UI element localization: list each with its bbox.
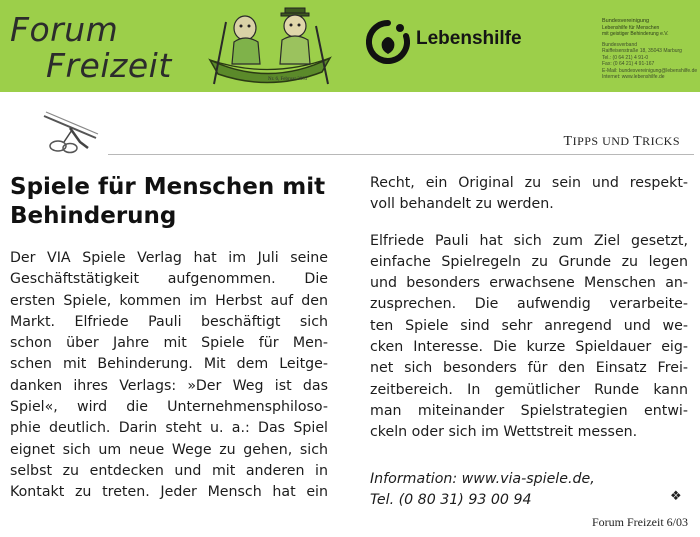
text-line: zeitbereich. In gemütlicher Runde kann: [370, 381, 688, 398]
contact-block: [602, 42, 698, 81]
section-divider: [108, 154, 694, 155]
contact-line: E-Mail: bundesvereinigung@lebenshilfe.de: [602, 67, 698, 74]
paragraph: [370, 231, 688, 444]
text-line: selbst zu entdecken und mit anderen in: [10, 462, 328, 479]
issue-number: Nr. 6, Februar 2003: [268, 77, 308, 82]
website-line: Information: www.via-spiele.de,: [370, 471, 595, 487]
text-line: Der VIA Spiele Verlag hat im Juli seine: [10, 250, 328, 266]
text-line: ten Spiele sind sehr anregend und we-: [370, 317, 688, 334]
contact-info: [370, 469, 595, 512]
text-line: Recht, ein Original zu sein und respekt-: [370, 175, 688, 191]
article-title: [10, 173, 350, 231]
section-label: TIPPS UND TRICKS: [563, 134, 680, 149]
text-line: Geschäftstätigkeit aufgenommen. Die: [10, 271, 328, 288]
magazine-title-line1: Forum: [10, 10, 119, 49]
text-line: eignet sich um neue Wege zu gehen, sich: [10, 441, 328, 458]
text-line: ersten Spiele, kommen im Herbst auf den: [10, 292, 328, 309]
text-line: cken Interesse. Die kurze Spieldauer eig-: [370, 339, 688, 356]
article-column-left: [10, 248, 328, 504]
magazine-title-line2: Freizeit: [46, 46, 172, 85]
text-line: man miteinander Spielstrategien entwi-: [370, 402, 688, 419]
text-line: danken ihres Verlags: »Der Weg ist das: [10, 377, 328, 394]
text-line: phie deutlich. Darin steht u. a.: Das Spiel: [10, 420, 328, 437]
page-footer: Forum Freizeit 6/03: [592, 515, 688, 529]
header-band: [0, 0, 700, 92]
paragraph: [370, 173, 688, 216]
text-line: zusprechen. Die aufwendig verarbeite-: [370, 296, 688, 313]
text-line: Markt. Elfriede Pauli beschäftigt sich: [10, 313, 328, 330]
article-column-right: [370, 173, 688, 459]
text-line: Spiel«, wird die Unternehmensphiloso-: [10, 399, 328, 416]
organization-address: [602, 18, 698, 81]
org-line: Bundesvereinigung: [602, 18, 650, 24]
phone-line: Tel. (0 80 31) 93 00 94: [370, 492, 532, 509]
end-ornament-icon: ❖: [670, 489, 682, 504]
scissors-icon: [40, 108, 102, 154]
contact-line: Bundesverband: [602, 41, 638, 48]
lebenshilfe-logo-text: Lebenshilfe: [416, 28, 522, 49]
org-line: Lebenshilfe für Menschen: [602, 24, 660, 31]
title-line: Spiele für Menschen mit: [10, 174, 326, 200]
text-line: schon über Jahre mit Spiele für Men-: [10, 335, 328, 352]
contact-line: Fax: (0 64 21) 4 91-167: [602, 61, 655, 67]
contact-line: Tel.: (0 64 21) 4 91-0: [602, 54, 649, 61]
text-line: voll behandelt zu werden.: [370, 196, 554, 213]
text-line: Elfriede Pauli hat sich zum Ziel gesetzt,: [370, 232, 688, 249]
lebenshilfe-logo-icon: [366, 20, 410, 64]
text-line: schen mit Behinderung. Mit dem Leitge-: [10, 356, 328, 373]
title-line: Behinderung: [10, 203, 177, 229]
text-line: ckeln oder sich im Wettstreit messen.: [370, 424, 638, 441]
text-line: Kontakt zu treten. Jeder Mensch hat ein: [10, 484, 328, 501]
text-line: net sich besonders für den Einsatz Frei-: [370, 360, 688, 377]
org-line: mit geistiger Behinderung e.V.: [602, 31, 669, 37]
contact-line: Raiffeisenstraße 18, 35043 Marburg: [602, 48, 682, 54]
text-line: einfache Spielregeln zu Grunde zu legen: [370, 253, 688, 270]
text-line: und besonders erwachsene Menschen an-: [370, 275, 688, 292]
contact-line: Internet: www.lebenshilfe.de: [602, 74, 665, 80]
boat-illustration-icon: [200, 2, 340, 88]
